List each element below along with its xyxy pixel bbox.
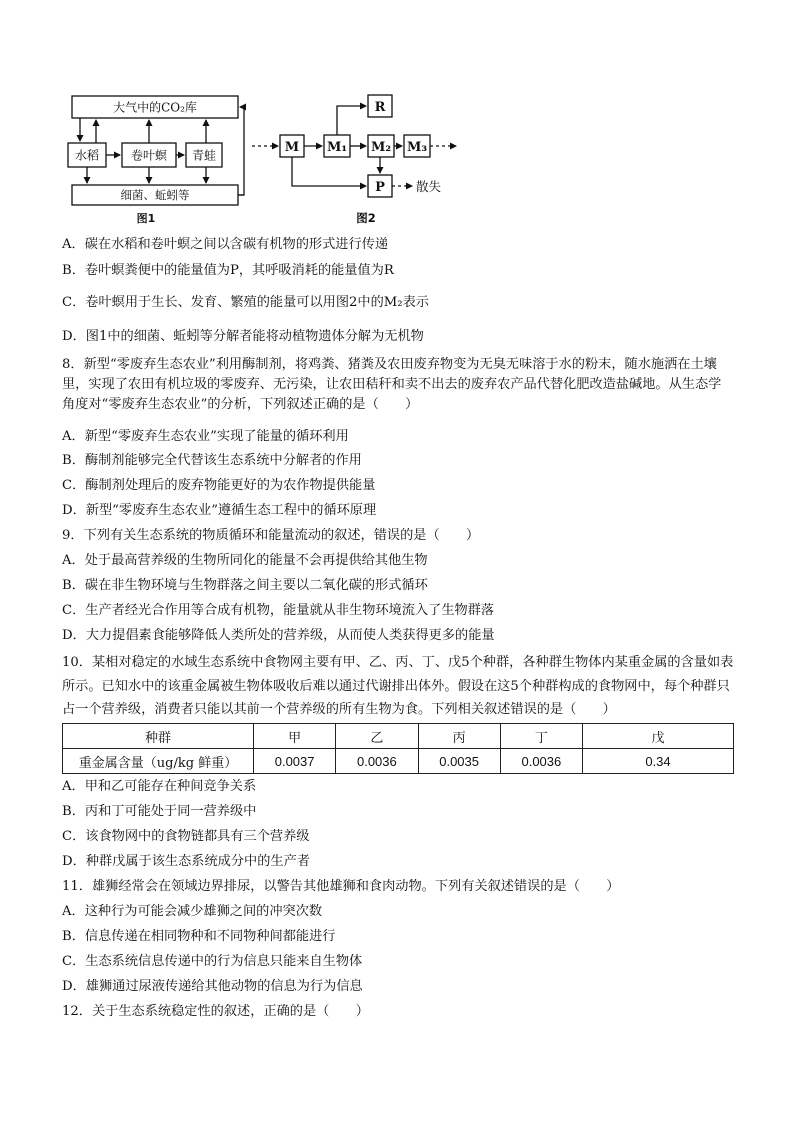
- table-row: [63, 749, 734, 774]
- q11-option-d: D．雄狮通过尿液传递给其他动物的信息为行为信息: [62, 979, 363, 994]
- leafroller-label: 卷叶螟: [130, 148, 168, 163]
- q11-option-c: C．生态系统信息传递中的行为信息只能来自生物体: [62, 954, 363, 969]
- loss-label: 散失: [416, 179, 442, 194]
- q8-option-d: D．新型“零废弃生态农业”遵循生态工程中的循环原理: [62, 503, 377, 518]
- table-header-cell: 丁: [500, 724, 582, 749]
- table-cell: 0.0036: [500, 749, 582, 774]
- q10-option-a: A．甲和乙可能存在种间竞争关系: [62, 779, 257, 794]
- q11-option-b: B．信息传递在相同物种和不同物种间都能进行: [62, 929, 336, 944]
- q7-option-c: C．卷叶螟用于生长、发育、繁殖的能量可以用图2中的M₂表示: [62, 295, 429, 310]
- atmosphere-label: 大气中的CO₂库: [113, 100, 197, 115]
- table-header-cell: 乙: [336, 724, 418, 749]
- q7-option-b: B．卷叶螟粪便中的能量值为P，其呼吸消耗的能量值为R: [62, 263, 394, 278]
- q10-stem: 10．某相对稳定的水域生态系统中食物网主要有甲、乙、丙、丁、戊5个种群，各种群生物体内某重金属的含量如表所示。已知水中的该重金属被生物体吸收后难以通过代谢排出体外。假设在这5个种群构成的食物网中，每个种群只占一个营养级，消费者只能以其前一个营养级的所有生物为食。下列相关叙述错误的是（ ）: [62, 655, 734, 717]
- q10-option-d: D．种群戊属于该生态系统成分中的生产者: [62, 854, 310, 869]
- table-header-row: [63, 724, 734, 749]
- q11-stem: 11．雄狮经常会在领域边界排尿，以警告其他雄狮和食肉动物。下列有关叙述错误的是（ ）: [62, 879, 620, 894]
- q9-stem: 9．下列有关生态系统的物质循环和能量流动的叙述，错误的是（ ）: [62, 528, 480, 543]
- figure2-caption: 图2: [356, 211, 376, 225]
- figure1-caption: 图1: [136, 212, 156, 225]
- q8-option-b: B．酶制剂能够完全代替该生态系统中分解者的作用: [62, 453, 362, 468]
- p-label: P: [375, 180, 385, 195]
- table-cell: 0.34: [583, 749, 734, 774]
- m3-label: M₃: [406, 140, 428, 155]
- table-header-cell: 甲: [254, 724, 336, 749]
- table-header-cell: 丙: [418, 724, 500, 749]
- q10-option-c: C．该食物网中的食物链都具有三个营养级: [62, 829, 310, 844]
- table-cell: 0.0036: [336, 749, 418, 774]
- m-label: M: [284, 140, 300, 155]
- frog-label: 青蛙: [191, 148, 217, 163]
- table-header-cell: 戊: [583, 724, 734, 749]
- heavy-metal-table: [62, 723, 734, 774]
- q8-stem: 8．新型“零废弃生态农业”利用酶制剂，将鸡粪、猪粪及农田废弃物变为无臭无味溶于水的粉末，随水施洒在土壤里，实现了农田有机垃圾的零废弃、无污染，让农田秸秆和卖不出去的废弃农产品代替化肥改造盐碱地。从生态学角度对“零废弃生态农业”的分析，下列叙述正确的是（ ）: [62, 357, 722, 412]
- table-header-cell: 种群: [63, 724, 254, 749]
- q12-stem: 12．关于生态系统稳定性的叙述，正确的是（ ）: [62, 1004, 369, 1019]
- table-cell: 0.0037: [254, 749, 336, 774]
- m1-label: M₁: [326, 140, 348, 155]
- q7-option-a: A．碳在水稻和卷叶螟之间以含碳有机物的形式进行传递: [62, 237, 389, 252]
- table-row-label: 重金属含量（ug/kg 鲜重）: [63, 749, 254, 774]
- q9-option-b: B．碳在非生物环境与生物群落之间主要以二氧化碳的形式循环: [62, 578, 428, 593]
- q9-option-a: A．处于最高营养级的生物所同化的能量不会再提供给其他生物: [62, 553, 428, 568]
- figures: [0, 0, 794, 232]
- q11-option-a: A．这种行为可能会减少雄狮之间的冲突次数: [62, 904, 323, 919]
- q9-option-c: C．生产者经光合作用等合成有机物，能量就从非生物环境流入了生物群落: [62, 603, 495, 618]
- q10-option-b: B．丙和丁可能处于同一营养级中: [62, 804, 257, 819]
- q7-option-d: D．图1中的细菌、蚯蚓等分解者能将动植物遗体分解为无机物: [62, 329, 424, 344]
- decomposer-label: 细菌、蚯蚓等: [120, 188, 190, 202]
- q9-option-d: D．大力提倡素食能够降低人类所处的营养级，从而使人类获得更多的能量: [62, 628, 495, 643]
- m2-label: M₂: [370, 140, 392, 155]
- r-label: R: [374, 100, 386, 115]
- q8-option-a: A．新型“零废弃生态农业”实现了能量的循环利用: [62, 429, 349, 444]
- q8-option-c: C．酶制剂处理后的废弃物能更好的为农作物提供能量: [62, 478, 376, 493]
- table-cell: 0.0035: [418, 749, 500, 774]
- rice-label: 水稻: [74, 148, 100, 163]
